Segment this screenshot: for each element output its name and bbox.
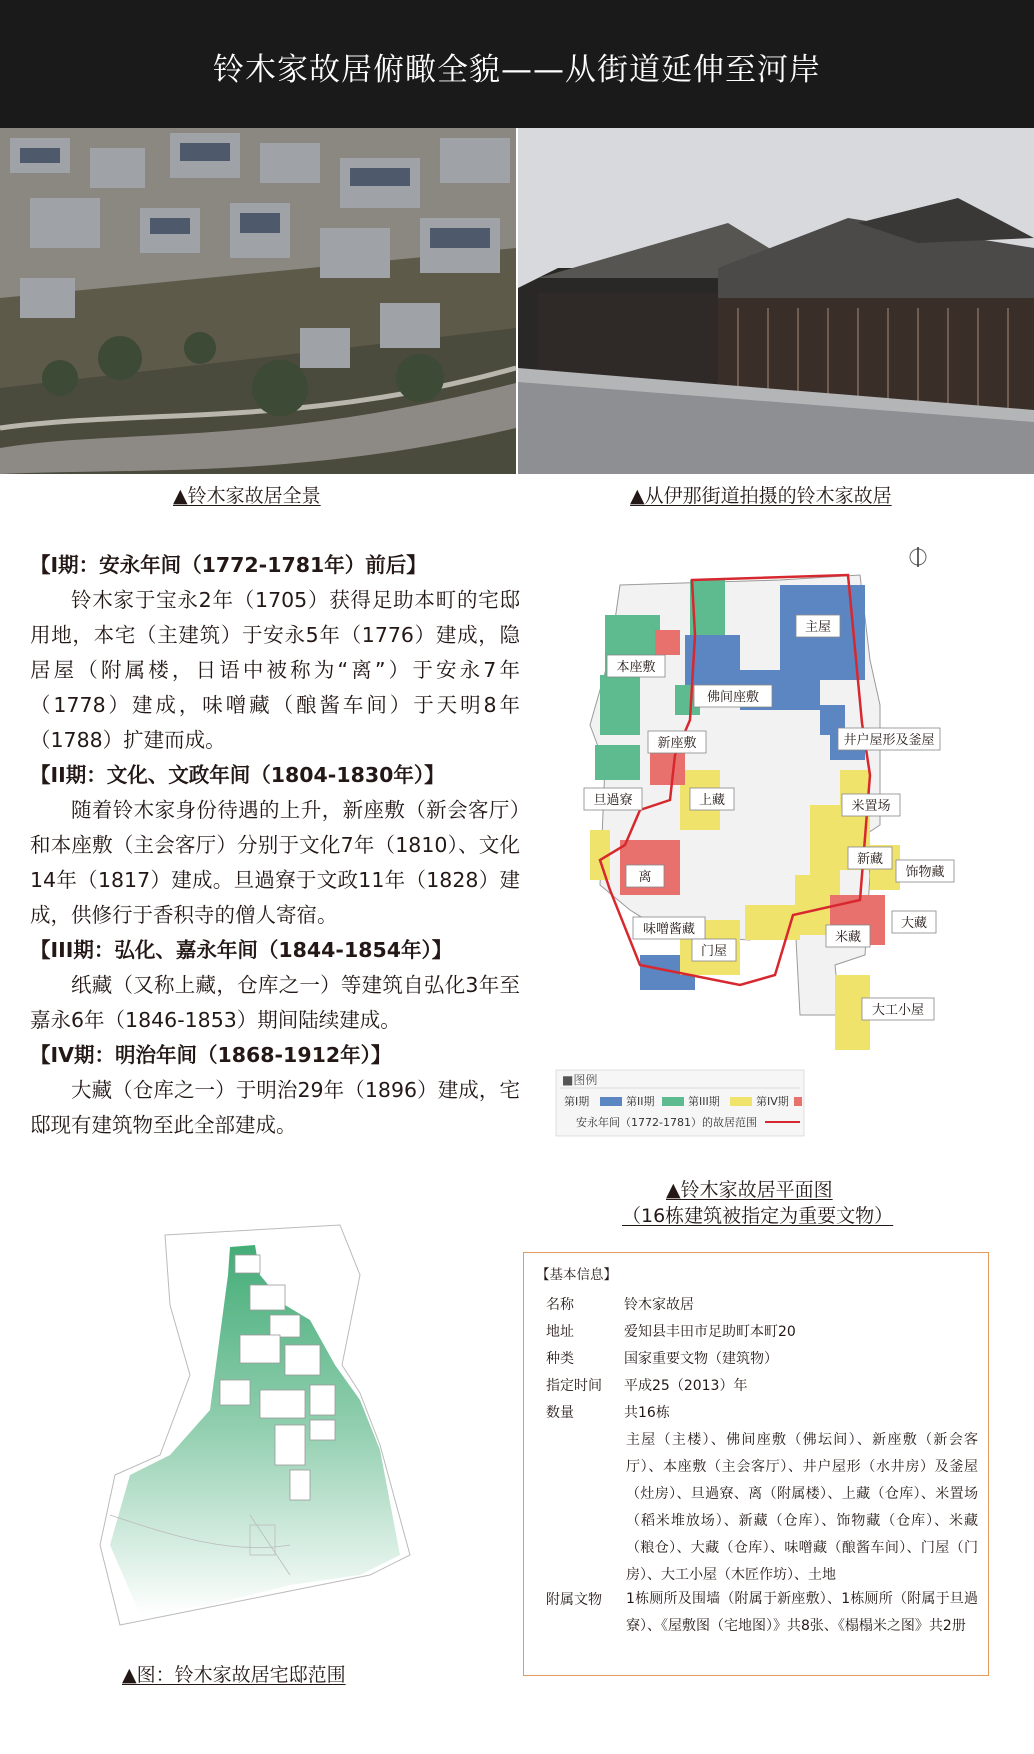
- info-row-name: [546, 1293, 976, 1317]
- info-key: 指定时间: [546, 1378, 602, 1394]
- page-title: 铃木家故居俯瞰全貌——从街道延伸至河岸: [213, 52, 821, 88]
- info-title: 【基本信息】: [536, 1267, 617, 1283]
- history-text: [30, 548, 520, 1143]
- plan-label-dacang: 大藏: [900, 916, 928, 931]
- legend-p1-label: 第I期: [564, 1095, 590, 1108]
- street-photo-caption: ▲从伊那街道拍摄的铃木家故居: [630, 485, 892, 507]
- info-value: 平成25（2013）年: [624, 1378, 748, 1394]
- plan-label-mizhi: 米置场: [851, 799, 891, 814]
- plan-label-benzuofu: 本座敷: [616, 660, 656, 675]
- estate-map: [110, 1215, 440, 1655]
- info-key: 地址: [546, 1324, 574, 1340]
- info-key: 种类: [546, 1351, 574, 1367]
- north-arrow-icon: [910, 547, 926, 567]
- aerial-photo: [0, 128, 516, 474]
- plan-label-micang: 米藏: [834, 930, 862, 945]
- plan-label-shangcang: 上藏: [698, 793, 726, 808]
- plan-caption-line2: （16栋建筑被指定为重要文物）: [622, 1205, 894, 1227]
- plan-label-dagong: 大工小屋: [871, 1003, 925, 1018]
- info-value: 共16栋: [624, 1405, 670, 1421]
- floor-plan: [562, 545, 970, 1165]
- legend-range-label: 安永年间（1772-1781）的故居范围: [576, 1116, 757, 1129]
- legend-p4-swatch: [794, 1097, 802, 1106]
- plan-label-danguo: 旦過寮: [593, 793, 633, 808]
- period-2-heading: 【II期：文化、文政年间（1804-1830年）】: [30, 763, 445, 787]
- plan-label-weicengcang: 味噌酱藏: [642, 922, 696, 937]
- aerial-photo-caption: ▲铃木家故居全景: [173, 485, 321, 507]
- basic-info-box: [523, 1252, 989, 1676]
- page-header: [0, 0, 1034, 128]
- legend-p4-label: 第IV期: [756, 1095, 789, 1108]
- info-row-address: [546, 1320, 976, 1344]
- legend-title: ■图例: [562, 1073, 598, 1087]
- legend-p2-swatch: [662, 1097, 684, 1106]
- plan-label-fojian: 佛间座敷: [706, 690, 760, 705]
- legend-p3-label: 第III期: [688, 1095, 720, 1108]
- legend-p3-swatch: [730, 1097, 752, 1106]
- legend-p2-label: 第II期: [626, 1095, 655, 1108]
- period-4-text: 大藏（仓库之一）于明治29年（1896）建成，宅邸现有建筑物至此全部建成。: [30, 1078, 520, 1137]
- period-2-text: 随着铃木家身份待遇的上升，新座敷（新会客厅）和本座敷（主会客厅）分别于文化7年（1810）、文化14年（1817）建成。旦過寮于文政11年（1828）建成，供修行于香积寺的僧人寄宿。: [30, 798, 520, 927]
- info-row-type: [546, 1347, 976, 1371]
- plan-label-jinghu: 井户屋形及釜屋: [843, 733, 935, 748]
- info-value: 铃木家故居: [624, 1297, 694, 1313]
- plan-caption-line1: ▲铃木家故居平面图: [666, 1179, 833, 1201]
- period-4-heading: 【IV期：明治年间（1868-1912年）】: [30, 1043, 392, 1067]
- plan-label-shiwu: 饰物藏: [905, 865, 945, 880]
- info-value: 爱知县丰田市足助町本町20: [624, 1324, 796, 1340]
- period-1-heading: 【I期：安永年间（1772-1781年）前后】: [30, 553, 427, 577]
- info-row-date: [546, 1374, 976, 1398]
- period-1-text: 铃木家于宝永2年（1705）获得足助本町的宅邸用地，本宅（主建筑）于安永5年（1776）建成，隐居屋（附属楼，日语中被称为“离”）于安永7年（1778）建成，味噌藏（酿酱车间）于天明8年（1788）扩建而成。: [30, 588, 520, 752]
- period-3-heading: 【III期：弘化、嘉永年间（1844-1854年）】: [30, 938, 453, 962]
- info-key: 数量: [546, 1405, 574, 1421]
- info-key: 附属文物: [546, 1592, 602, 1608]
- legend-p1-swatch: [600, 1097, 622, 1106]
- estate-map-caption: ▲图：铃木家故居宅邸范围: [122, 1664, 346, 1686]
- plan-label-li: 离: [638, 870, 652, 885]
- period-3-text: 纸藏（又称上藏，仓库之一）等建筑自弘化3年至嘉永6年（1846-1853）期间陆续建成。: [30, 973, 520, 1032]
- info-row-count: [546, 1401, 976, 1425]
- street-photo: [518, 128, 1034, 474]
- info-value: 国家重要文物（建筑物）: [624, 1351, 778, 1367]
- info-key: 名称: [546, 1297, 574, 1313]
- plan-label-xinzuofu: 新座敷: [657, 736, 697, 751]
- plan-label-zhuwu: 主屋: [804, 620, 832, 635]
- info-attach-value: 1栋厕所及围墙（附属于新座敷）、1栋厕所（附属于旦過寮）、《屋敷图（宅地图）》共8张、《榻榻米之图》共2册: [626, 1591, 978, 1634]
- info-count-detail: 主屋（主楼）、佛间座敷（佛坛间）、新座敷（新会客厅）、本座敷（主会客厅）、井户屋形（水井房）及釜屋（灶房）、旦過寮、离（附属楼）、上藏（仓库）、米置场（稻米堆放场）、新藏（仓库）、饰物藏（仓库）、米藏（粮仓）、大藏（仓库）、味噌藏（酿酱车间）、门屋（门房）、大工小屋（木匠作坊）、土地: [626, 1432, 978, 1583]
- plan-label-xincang: 新藏: [856, 852, 884, 867]
- plan-label-menwu: 门屋: [700, 944, 728, 959]
- plan-legend: [556, 1070, 804, 1136]
